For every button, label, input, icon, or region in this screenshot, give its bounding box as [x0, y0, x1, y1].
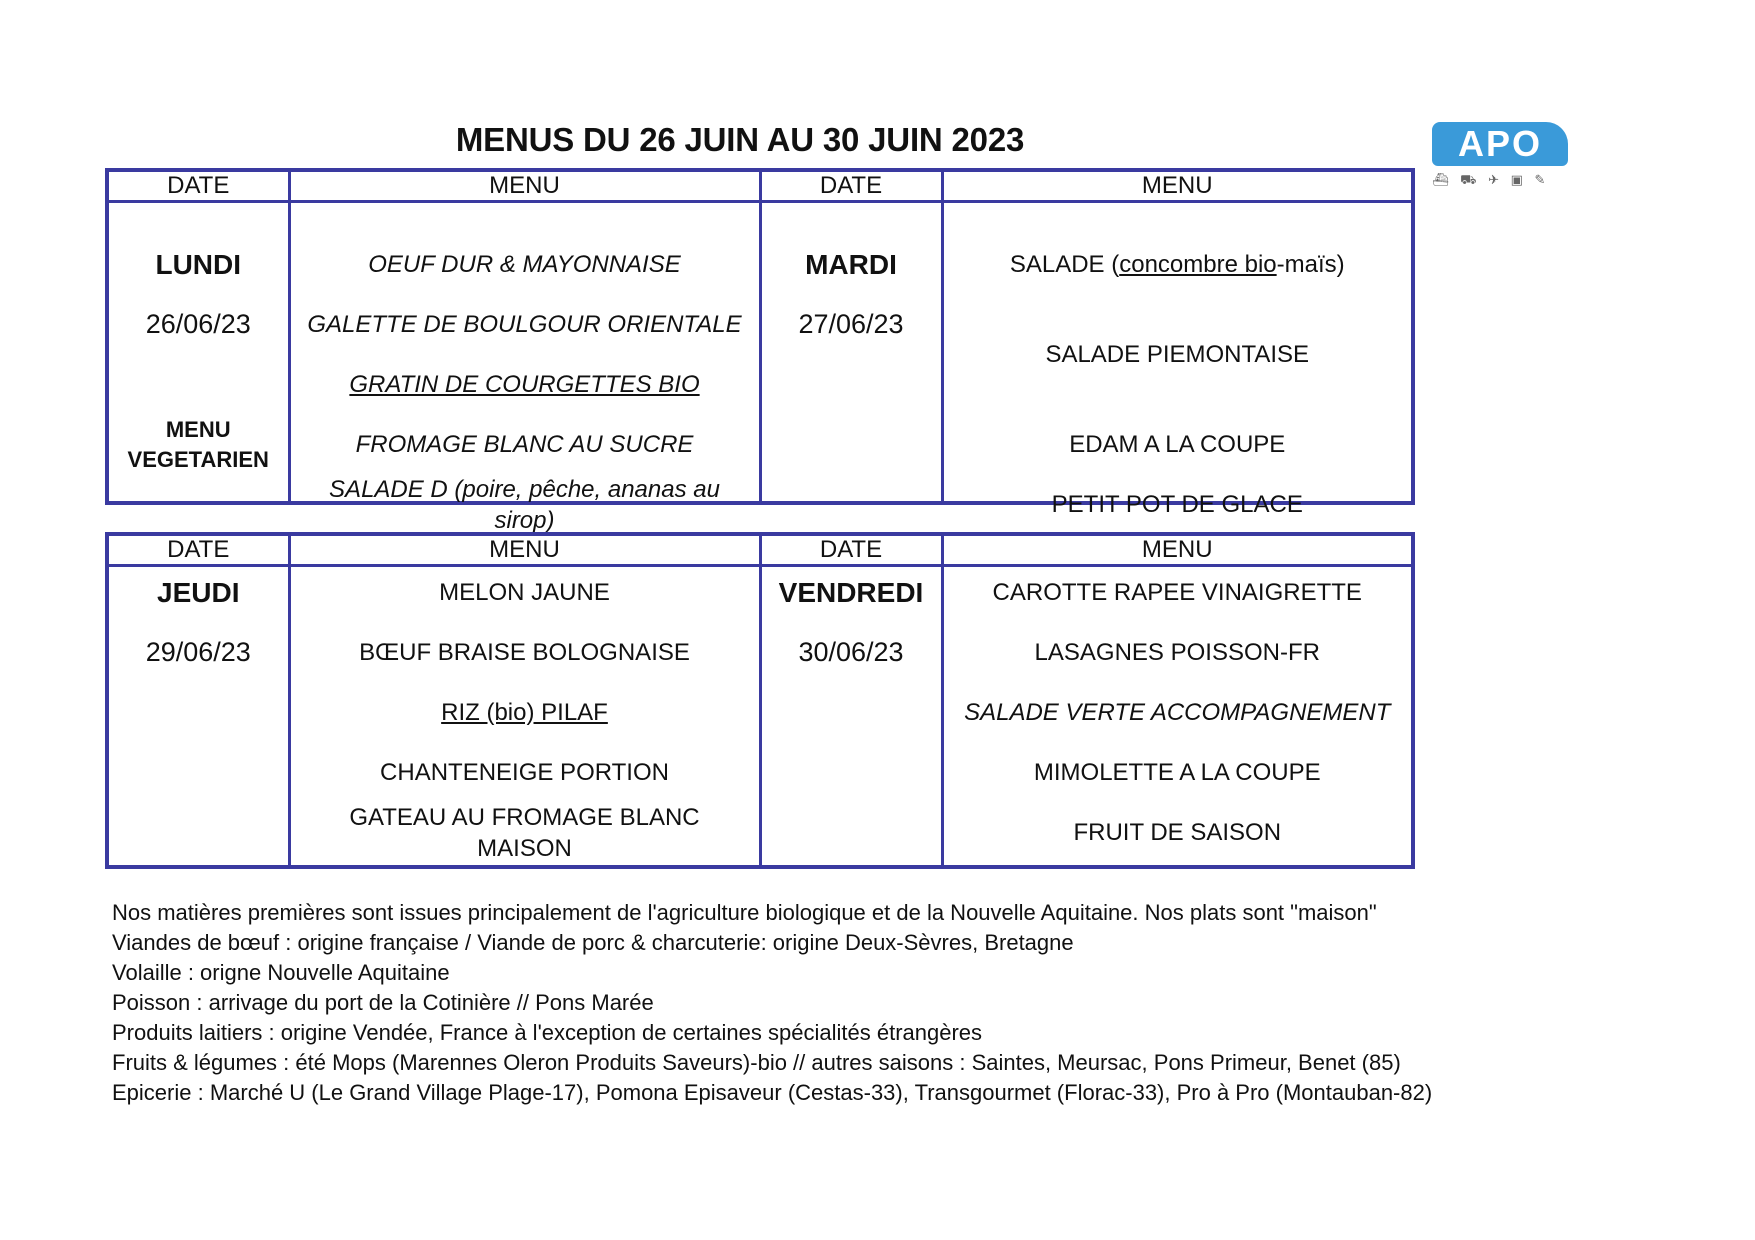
- entree-suffix: -maïs): [1276, 251, 1345, 278]
- menu-item-accompagnement: RIZ (bio) PILAF: [441, 699, 608, 726]
- day-label-lundi: LUNDI: [155, 249, 242, 280]
- logo-plate: APO: [1432, 122, 1568, 166]
- header-date-1: DATE: [107, 534, 289, 566]
- menu-item-laitage: EDAM A LA COUPE: [1069, 431, 1286, 458]
- footer-line: Epicerie : Marché U (Le Grand Village Plage-17), Pomona Episaveur (Cestas-33), Transgourmet (Florac-33), Pro à Pro (Montauban-82): [112, 1080, 1433, 1105]
- menu-item-dessert: FRUIT DE SAISON: [1073, 819, 1282, 846]
- menu-item-plat: SALADE PIEMONTAISE: [1045, 341, 1310, 368]
- menu-item-plat: BŒUF BRAISE BOLOGNAISE: [359, 639, 690, 666]
- header-menu-2: MENU: [942, 170, 1413, 202]
- date-label-vendredi: 30/06/23: [798, 637, 904, 667]
- day-label-jeudi: JEUDI: [157, 577, 240, 608]
- mardi-date-cell: [760, 202, 942, 504]
- header-menu-1: MENU: [289, 534, 760, 566]
- menu-item-dessert-line2: sirop): [494, 507, 555, 534]
- footer-line: Produits laitiers : origine Vendée, France à l'exception de certaines spécialités étrangères: [112, 1020, 983, 1045]
- table-header-row: [107, 170, 1413, 202]
- menu-item-plat: LASAGNES POISSON-FR: [1034, 639, 1320, 666]
- menu-item-laitage: MIMOLETTE A LA COUPE: [1033, 759, 1321, 786]
- footer-line: Nos matières premières sont issues principalement de l'agriculture biologique et de la Nouvelle Aquitaine. Nos plats sont "maison": [112, 900, 1377, 925]
- menu-item-accompagnement: GRATIN DE COURGETTES BIO: [349, 371, 700, 398]
- header-menu-1: MENU: [289, 170, 760, 202]
- menu-item-dessert-line1: SALADE D (poire, pêche, ananas au: [329, 476, 720, 503]
- footer-line: Fruits & légumes : été Mops (Marennes Oleron Produits Saveurs)-bio // autres saisons : Saintes, Meursac, Pons Primeur, Benet (85): [112, 1050, 1401, 1075]
- menu-table-week1: [105, 168, 1415, 534]
- sourcing-notes: [112, 898, 1432, 1108]
- mardi-menu-cell: [942, 202, 1413, 518]
- date-label-mardi: 27/06/23: [798, 309, 904, 339]
- menu-note-line1: MENU: [165, 417, 231, 442]
- vendredi-date-cell: [760, 566, 942, 868]
- table-header-row: [107, 534, 1413, 566]
- header-date-1: DATE: [107, 170, 289, 202]
- menu-item-laitage: FROMAGE BLANC AU SUCRE: [355, 431, 694, 458]
- menu-item-plat: GALETTE DE BOULGOUR ORIENTALE: [307, 311, 742, 338]
- menu-item-entree: OEUF DUR & MAYONNAISE: [368, 251, 681, 278]
- entree-underlined: concombre bio: [1119, 251, 1277, 278]
- footer-line: Viandes de bœuf : origine française / Viande de porc & charcuterie: origine Deux-Sèvres, Bretagne: [112, 930, 1074, 955]
- menu-item-dessert-line1: GATEAU AU FROMAGE BLANC: [349, 804, 700, 831]
- menu-item-accompagnement: SALADE VERTE ACCOMPAGNEMENT: [964, 699, 1391, 726]
- menu-item-entree: [944, 251, 1412, 279]
- lundi-menu-cell: [289, 202, 760, 534]
- header-date-2: DATE: [760, 170, 942, 202]
- logo-pictograms: ⛴ ⛟ ✈ ▣ ✎: [1432, 172, 1550, 187]
- menu-item-laitage: CHANTENEIGE PORTION: [380, 759, 669, 786]
- date-label-jeudi: 29/06/23: [145, 637, 251, 667]
- footer-line: Poisson : arrivage du port de la Cotinière // Pons Marée: [112, 990, 654, 1015]
- header-date-2: DATE: [760, 534, 942, 566]
- page-title: MENUS DU 26 JUIN AU 30 JUIN 2023: [455, 121, 1025, 158]
- footer-line: Volaille : origne Nouvelle Aquitaine: [112, 960, 450, 985]
- menu-item-dessert: PETIT POT DE GLACE: [1051, 491, 1303, 518]
- menu-note-line2: VEGETARIEN: [127, 447, 269, 472]
- menu-item-entree: CAROTTE RAPEE VINAIGRETTE: [992, 579, 1362, 606]
- vendredi-menu-cell: [942, 566, 1413, 868]
- menu-item-entree: MELON JAUNE: [439, 579, 610, 606]
- day-label-vendredi: VENDREDI: [778, 577, 924, 608]
- apo-logo: [1432, 122, 1572, 192]
- lundi-date-cell: [107, 202, 289, 504]
- jeudi-date-cell: [107, 566, 289, 868]
- jeudi-menu-cell: [289, 566, 760, 868]
- menu-item-dessert-line2: MAISON: [477, 835, 572, 862]
- menu-table-week2: [105, 532, 1415, 869]
- entree-prefix: SALADE (: [1009, 251, 1120, 278]
- date-label-lundi: 26/06/23: [145, 309, 251, 339]
- header-menu-2: MENU: [942, 534, 1413, 566]
- day-label-mardi: MARDI: [805, 249, 897, 280]
